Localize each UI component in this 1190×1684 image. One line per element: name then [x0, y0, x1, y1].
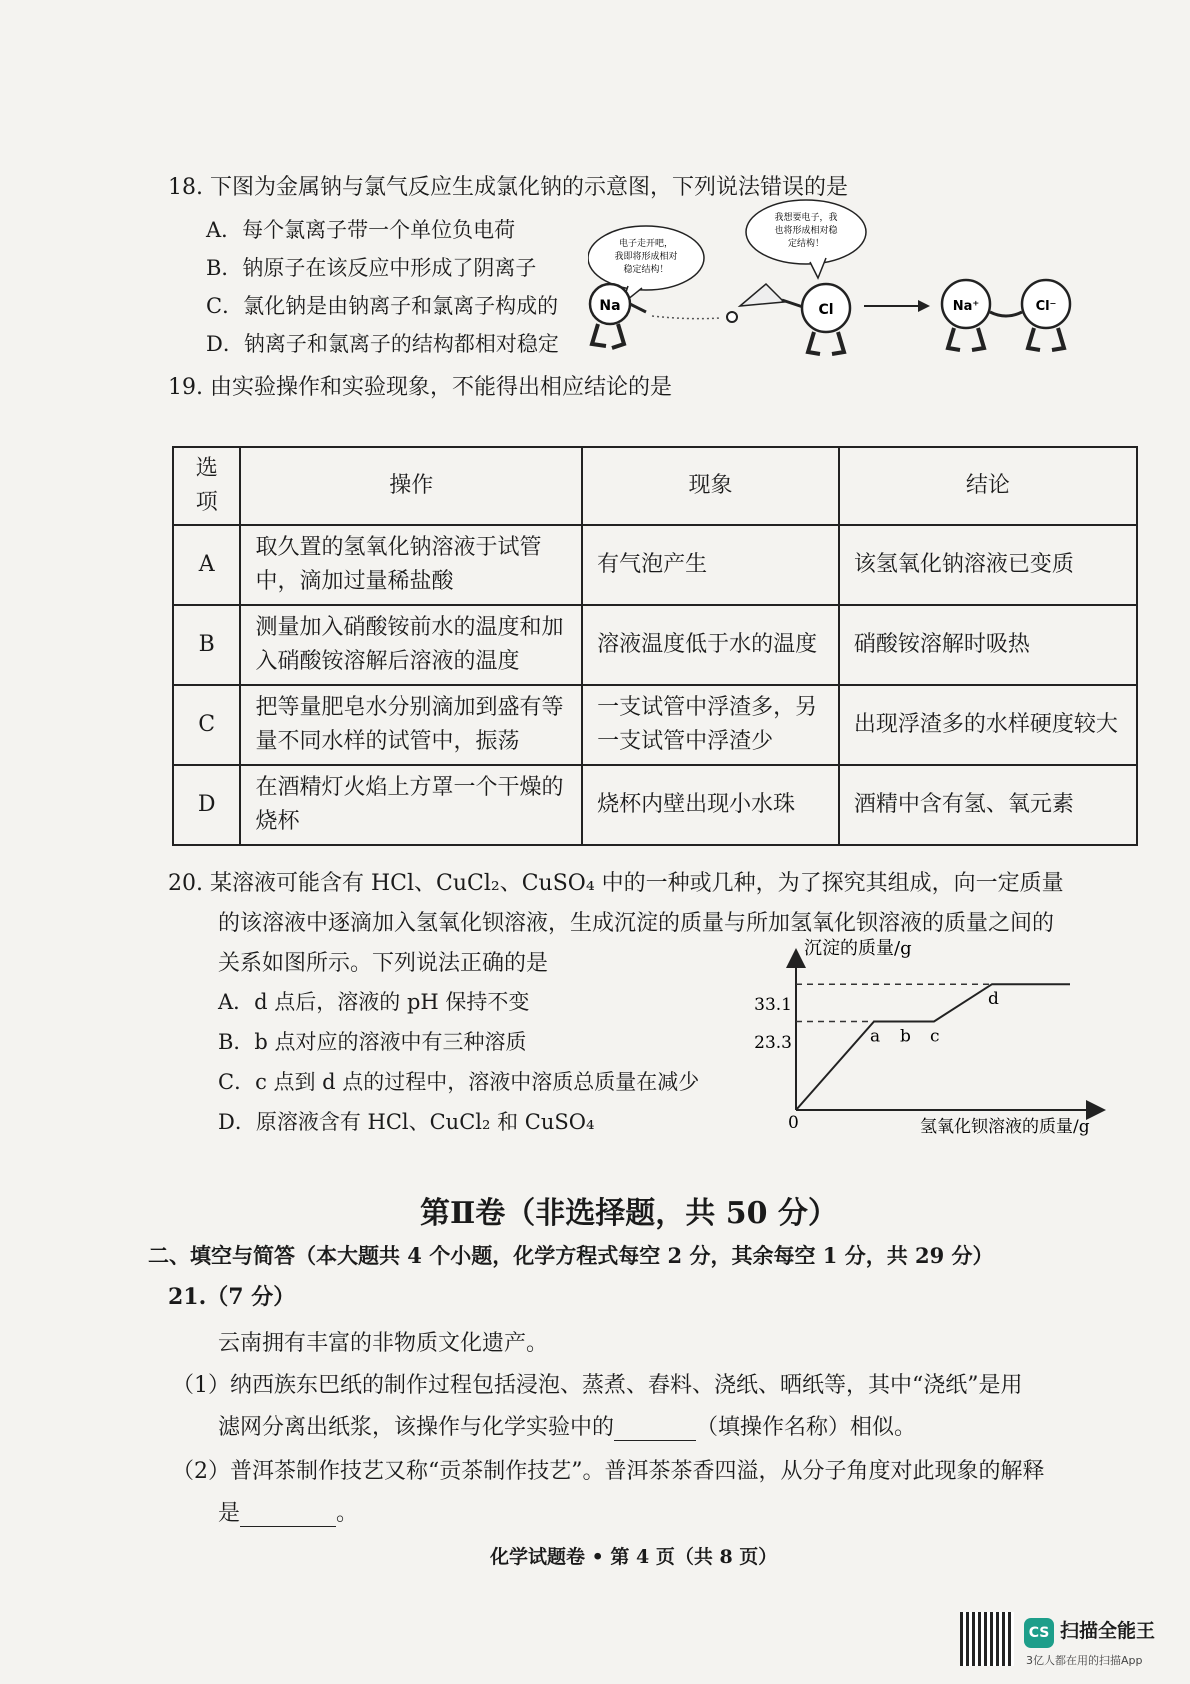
experiment-table — [172, 446, 1138, 846]
scanner-app-name: 扫描全能王 — [1060, 1620, 1156, 1642]
table-row — [173, 525, 1137, 605]
cl-bubble-line-1: 我想要电子，我 — [774, 213, 838, 223]
reaction-arrow-icon — [918, 300, 930, 312]
table-header: 选项 — [173, 447, 240, 525]
cl-ion-label: Cl⁻ — [1035, 299, 1057, 314]
q21-part2-line1: （2）普洱茶制作技艺又称“贡茶制作技艺”。普洱茶茶香四溢，从分子角度对此现象的解释 — [172, 1459, 1045, 1484]
cl-bubble-line-2: 也将形成相对稳 — [774, 226, 838, 236]
y-axis-label: 沉淀的质量/g — [804, 938, 912, 959]
q19-stem: 19. 由实验操作和实验现象，不能得出相应结论的是 — [168, 375, 672, 400]
table-header: 现象 — [582, 447, 839, 525]
row-operation: 取久置的氢氧化钠溶液于试管中，滴加过量稀盐酸 — [240, 525, 582, 605]
row-conclusion: 酒精中含有氢、氧元素 — [839, 765, 1137, 845]
na-bubble-line-1: 电子走开吧， — [618, 239, 674, 249]
na-ion-label: Na⁺ — [952, 299, 980, 314]
answer-blank[interactable] — [240, 1501, 336, 1527]
electron-icon — [727, 312, 737, 322]
q20-option-b: B．b 点对应的溶液中有三种溶质 — [218, 1030, 527, 1054]
section2-part-heading: 二、填空与简答（本大题共 4 个小题，化学方程式每空 2 分，其余每空 1 分，共 29 分） — [148, 1243, 994, 1268]
table-header: 操作 — [240, 447, 582, 525]
table-row — [173, 765, 1137, 845]
row-phenomenon: 一支试管中浮渣多，另一支试管中浮渣少 — [582, 685, 839, 765]
q18-option-c: C．氯化钠是由钠离子和氯离子构成的 — [206, 294, 559, 318]
precipitate-mass-chart — [752, 938, 1142, 1138]
table-header: 结论 — [839, 447, 1137, 525]
catching-net-icon — [740, 284, 784, 306]
q21-part2-line2 — [218, 1496, 358, 1527]
answer-blank[interactable] — [614, 1415, 696, 1441]
q18-stem: 18. 下图为金属钠与氯气反应生成氯化钠的示意图，下列说法错误的是 — [168, 175, 848, 200]
q21-part1-text-end: （填操作名称）相似。 — [696, 1415, 917, 1440]
scanner-tagline: 3亿人都在用的扫描App — [1026, 1654, 1143, 1667]
origin-label: 0 — [788, 1113, 799, 1133]
table-header-row — [173, 447, 1137, 525]
q20-option-d: D．原溶液含有 HCl、CuCl₂ 和 CuSO₄ — [218, 1110, 595, 1134]
q21-part1-text: 滤网分离出纸浆，该操作与化学实验中的 — [218, 1415, 615, 1440]
row-conclusion: 出现浮渣多的水样硬度较大 — [839, 685, 1137, 765]
section2-title: 第Ⅱ卷（非选择题，共 50 分） — [420, 1196, 838, 1231]
page-footer: 化学试题卷 • 第 4 页（共 8 页） — [490, 1546, 778, 1568]
point-label-c: c — [930, 1026, 940, 1047]
row-key: A — [173, 525, 240, 605]
q21-intro: 云南拥有丰富的非物质文化遗产。 — [218, 1331, 549, 1356]
q20-option-a: A．d 点后，溶液的 pH 保持不变 — [218, 990, 530, 1014]
na-bubble-line-3: 稳定结构！ — [623, 265, 669, 275]
x-axis-label: 氢氧化钡溶液的质量/g — [920, 1117, 1090, 1137]
row-conclusion: 该氢氧化钠溶液已变质 — [839, 525, 1137, 605]
q18-option-d: D．钠离子和氯离子的结构都相对稳定 — [206, 332, 559, 356]
row-key: B — [173, 605, 240, 685]
point-label-a: a — [870, 1026, 881, 1047]
q21-part2-text: 是 — [218, 1501, 241, 1526]
point-label-d: d — [988, 989, 999, 1010]
q18-option-a: A．每个氯离子带一个单位负电荷 — [206, 218, 516, 242]
sodium-chlorine-cartoon — [588, 196, 1094, 364]
q21-part2-text-end: 。 — [336, 1501, 359, 1526]
row-phenomenon: 溶液温度低于水的温度 — [582, 605, 839, 685]
row-key: D — [173, 765, 240, 845]
q20-stem-line-3: 关系如图所示。下列说法正确的是 — [218, 951, 549, 976]
qr-code-icon — [960, 1612, 1014, 1666]
na-bubble-line-2: 我即将形成相对 — [614, 252, 678, 262]
q21-part1-line1: （1）纳西族东巴纸的制作过程包括浸泡、蒸煮、舂料、浇纸、晒纸等，其中“浇纸”是用 — [172, 1373, 1023, 1398]
y-tick-label: 23.3 — [754, 1033, 792, 1053]
row-operation: 测量加入硝酸铵前水的温度和加入硝酸铵溶解后溶液的温度 — [240, 605, 582, 685]
row-phenomenon: 有气泡产生 — [582, 525, 839, 605]
cl-label: Cl — [818, 302, 834, 318]
scanner-logo-icon: CS — [1024, 1618, 1054, 1648]
q20-stem-line-2: 的该溶液中逐滴加入氢氧化钡溶液，生成沉淀的质量与所加氢氧化钡溶液的质量之间的 — [218, 911, 1055, 936]
q20-option-c: C．c 点到 d 点的过程中，溶液中溶质总质量在减少 — [218, 1070, 700, 1094]
row-operation: 在酒精灯火焰上方罩一个干燥的烧杯 — [240, 765, 582, 845]
table-row — [173, 685, 1137, 765]
q18-option-b: B．钠原子在该反应中形成了阴离子 — [206, 256, 537, 280]
table-row — [173, 605, 1137, 685]
q21-heading: 21.（7 分） — [168, 1284, 296, 1310]
cl-bubble-line-3: 定结构！ — [787, 239, 825, 249]
row-key: C — [173, 685, 240, 765]
point-label-b: b — [900, 1026, 911, 1047]
series-line — [796, 984, 1070, 1110]
q21-part1-line2 — [218, 1410, 916, 1441]
row-operation: 把等量肥皂水分别滴加到盛有等量不同水样的试管中，振荡 — [240, 685, 582, 765]
row-conclusion: 硝酸铵溶解时吸热 — [839, 605, 1137, 685]
q20-stem-line-1: 20. 某溶液可能含有 HCl、CuCl₂、CuSO₄ 中的一种或几种，为了探究其组成，向一定质量 — [168, 871, 1064, 896]
y-tick-label: 33.1 — [754, 995, 792, 1015]
row-phenomenon: 烧杯内壁出现小水珠 — [582, 765, 839, 845]
na-label: Na — [599, 298, 621, 314]
